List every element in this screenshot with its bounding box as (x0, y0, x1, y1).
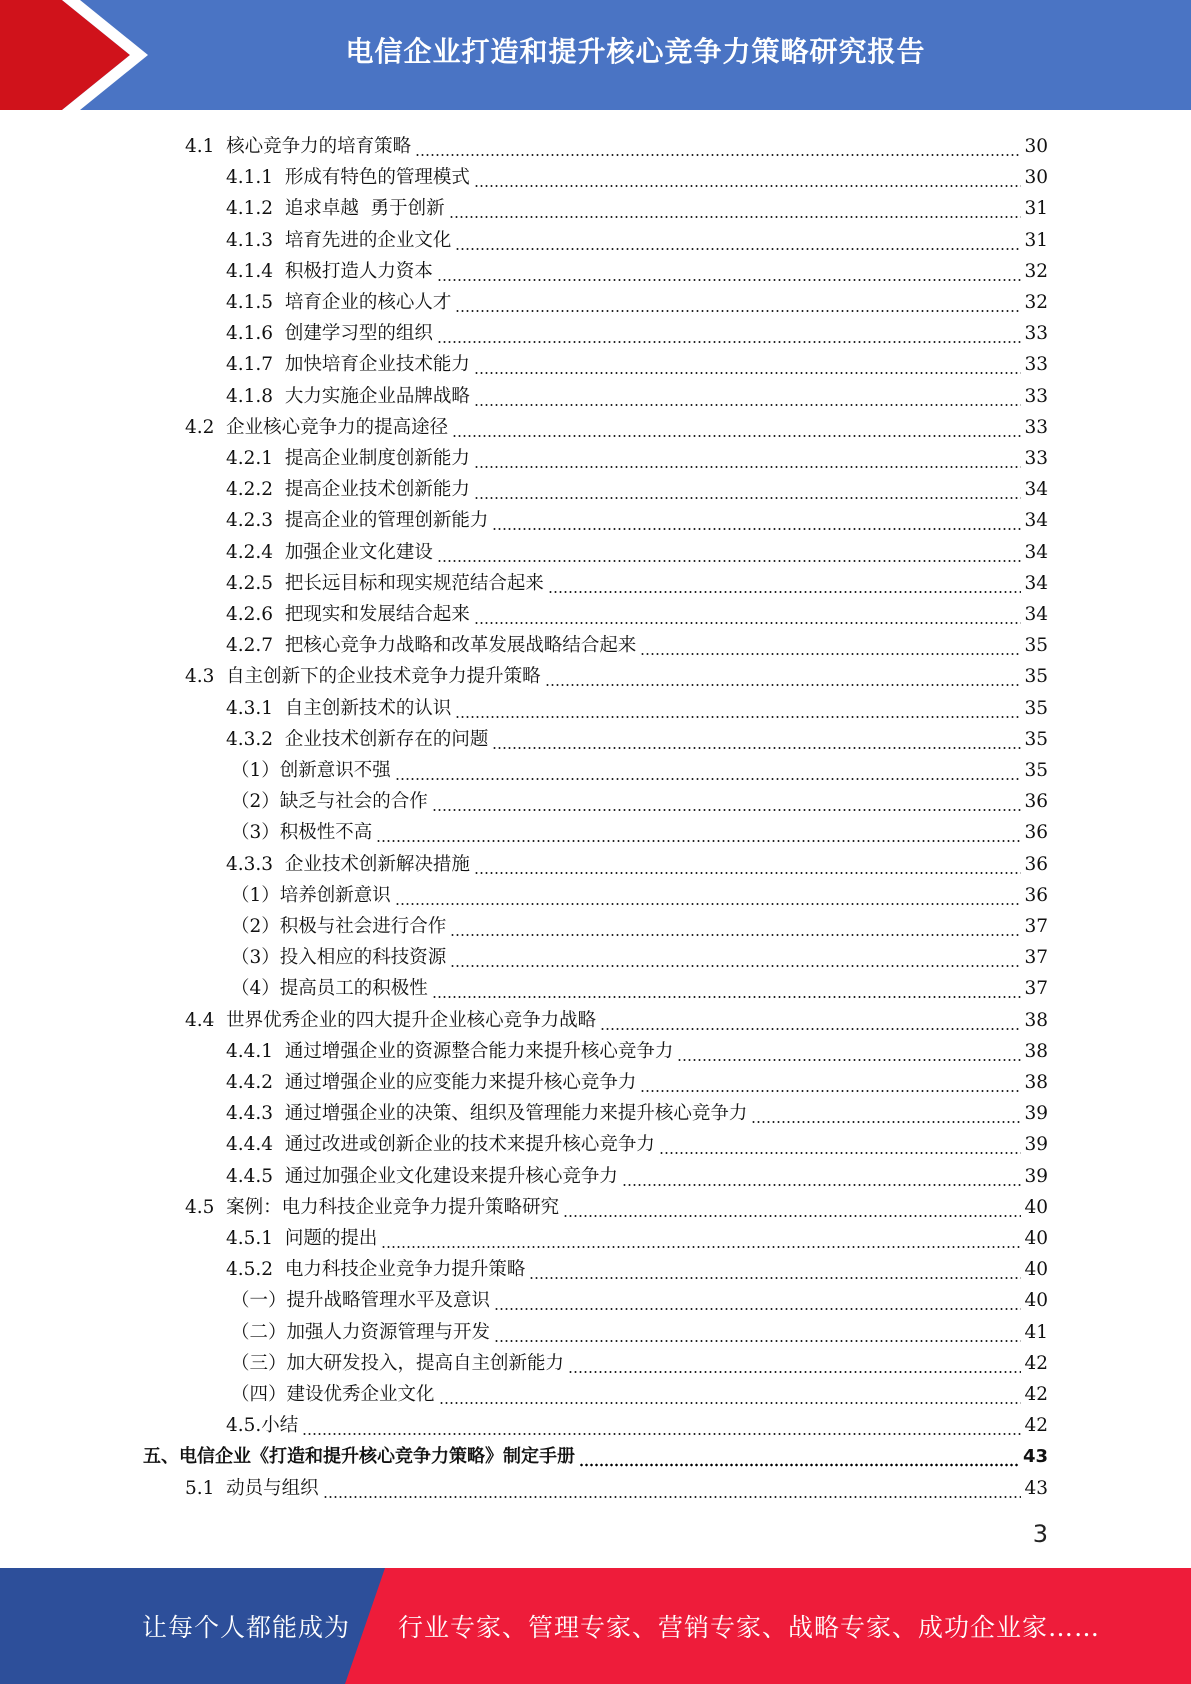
toc-entry[interactable] (226, 440, 1048, 470)
toc-dot-leader (474, 479, 1022, 501)
toc-entry-label: 5.1 动员与组织 (185, 1477, 319, 1499)
toc-entry[interactable] (226, 1064, 1048, 1094)
toc-entry[interactable] (231, 752, 1048, 782)
toc-dot-leader (395, 760, 1022, 782)
toc-entry[interactable] (231, 970, 1048, 1000)
toc-entry-label: 4.4.1 通过增强企业的资源整合能力来提升核心竞争力 (226, 1040, 674, 1062)
toc-entry-label: 4.5.2 电力科技企业竞争力提升策略 (226, 1259, 526, 1281)
toc-entry-label: 4.3.1 自主创新技术的认识 (226, 697, 452, 719)
toc-entry[interactable] (231, 1345, 1048, 1375)
toc-entry-label: 4.1.2 追求卓越 勇于创新 (226, 198, 445, 220)
toc-entry[interactable] (185, 409, 1048, 439)
toc-entry[interactable] (185, 1189, 1048, 1219)
toc-entry-page: 35 (1024, 760, 1048, 781)
toc-entry-page: 40 (1024, 1196, 1048, 1218)
toc-dot-leader (529, 1259, 1021, 1281)
header-chevron-decoration (0, 0, 160, 110)
toc-entry-page: 34 (1024, 604, 1048, 625)
toc-entry-page: 31 (1024, 198, 1048, 220)
toc-dot-leader (474, 854, 1022, 876)
toc-entry-page: 40 (1024, 1228, 1048, 1249)
toc-entry[interactable] (226, 596, 1048, 626)
toc-entry[interactable] (231, 939, 1048, 969)
toc-dot-leader (455, 230, 1021, 252)
toc-entry[interactable] (226, 1407, 1048, 1437)
toc-entry-page: 39 (1024, 1103, 1048, 1125)
toc-dot-leader (376, 822, 1021, 844)
toc-entry-page: 33 (1024, 354, 1048, 376)
toc-dot-leader (432, 978, 1022, 1000)
toc-entry[interactable] (226, 253, 1048, 283)
toc-entry-page: 37 (1024, 978, 1048, 1000)
toc-dot-leader (455, 292, 1021, 314)
toc-dot-leader (563, 1197, 1021, 1219)
toc-entry[interactable] (185, 658, 1048, 688)
toc-entry-label: 4.5.小结 (226, 1415, 299, 1437)
toc-dot-leader (450, 916, 1021, 938)
toc-entry-label: 4.4.4 通过改进或创新企业的技术来提升核心竞争力 (226, 1134, 655, 1156)
toc-entry-page: 41 (1024, 1321, 1048, 1343)
toc-entry-page: 40 (1024, 1259, 1048, 1281)
toc-dot-leader (323, 1478, 1022, 1500)
toc-dot-leader (492, 729, 1021, 751)
toc-entry-page: 32 (1024, 260, 1048, 282)
toc-dot-leader (548, 573, 1022, 595)
toc-entry-label: （3）投入相应的科技资源 (231, 947, 447, 969)
toc-entry[interactable] (226, 346, 1048, 376)
toc-entry-page: 35 (1024, 697, 1048, 719)
toc-dot-leader (600, 1010, 1021, 1032)
toc-entry-label: 4.2.4 加强企业文化建设 (226, 541, 433, 563)
toc-entry[interactable] (231, 908, 1048, 938)
toc-dot-leader (474, 604, 1022, 626)
toc-entry-label: 4.1.3 培育先进的企业文化 (226, 229, 452, 251)
toc-entry-page: 38 (1024, 1040, 1048, 1062)
toc-dot-leader (545, 666, 1022, 688)
toc-entry[interactable] (226, 565, 1048, 595)
toc-entry-label: 4.5 案例：电力科技企业竞争力提升策略研究 (185, 1196, 560, 1218)
toc-entry[interactable] (226, 1158, 1048, 1188)
toc-entry-label: （2）积极与社会进行合作 (231, 916, 447, 937)
toc-dot-leader (474, 448, 1022, 470)
page-footer (0, 1568, 1191, 1684)
toc-entry[interactable] (226, 284, 1048, 314)
toc-entry-label: 4.2.7 把核心竞争力战略和改革发展战略结合起来 (226, 635, 637, 657)
toc-entry-label: 4.4 世界优秀企业的四大提升企业核心竞争力战略 (185, 1009, 597, 1031)
toc-dot-leader (494, 1290, 1021, 1312)
toc-entry-page: 37 (1024, 916, 1048, 937)
toc-entry-page: 30 (1024, 136, 1048, 157)
toc-entry-label: 4.2.2 提高企业技术创新能力 (226, 479, 470, 501)
toc-entry-label: 4.2.5 把长远目标和现实规范结合起来 (226, 572, 544, 594)
toc-entry[interactable] (231, 783, 1048, 813)
toc-dot-leader (302, 1415, 1021, 1437)
toc-entry-page: 42 (1024, 1415, 1048, 1437)
footer-slogan-right: 行业专家、管理专家、营销专家、战略专家、成功企业家…… (398, 1613, 1101, 1642)
toc-dot-leader (395, 885, 1022, 907)
toc-dot-leader (659, 1134, 1022, 1156)
toc-entry-page: 37 (1024, 947, 1048, 969)
toc-entry-label: 4.2 企业核心竞争力的提高途径 (185, 416, 449, 438)
toc-entry-label: 4.3 自主创新下的企业技术竞争力提升策略 (185, 666, 541, 688)
toc-entry-page: 42 (1024, 1352, 1048, 1374)
toc-entry[interactable] (226, 1126, 1048, 1156)
toc-entry[interactable] (226, 471, 1048, 501)
toc-entry-page: 40 (1024, 1290, 1048, 1312)
toc-entry[interactable] (226, 1220, 1048, 1250)
toc-entry-label: 五、电信企业《打造和提升核心竞争力策略》制定手册 (143, 1446, 575, 1468)
toc-entry[interactable] (226, 1251, 1048, 1281)
toc-entry-page: 36 (1024, 822, 1048, 844)
toc-entry[interactable] (185, 1002, 1048, 1032)
toc-entry-page: 34 (1024, 572, 1048, 594)
toc-entry-label: 4.2.3 提高企业的管理创新能力 (226, 510, 489, 532)
toc-entry[interactable] (185, 1470, 1048, 1500)
toc-entry-page: 33 (1024, 385, 1048, 407)
toc-entry-page: 32 (1024, 292, 1048, 313)
toc-entry[interactable] (226, 1095, 1048, 1125)
toc-entry-page: 34 (1024, 510, 1048, 532)
toc-dot-leader (677, 1041, 1021, 1063)
toc-entry[interactable] (231, 1314, 1048, 1344)
toc-dot-leader (474, 354, 1022, 376)
toc-entry[interactable] (226, 315, 1048, 345)
toc-entry-label: （一）提升战略管理水平及意识 (231, 1290, 491, 1312)
toc-entry-label: （4）提高员工的积极性 (231, 978, 428, 1000)
toc-entry-label: 4.5.1 问题的提出 (226, 1228, 378, 1249)
toc-entry-label: 4.2.6 把现实和发展结合起来 (226, 604, 470, 625)
page-header (0, 0, 1191, 110)
toc-entry[interactable] (226, 690, 1048, 720)
toc-entry[interactable] (226, 1033, 1048, 1063)
toc-dot-leader (437, 542, 1022, 564)
toc-entry-page: 42 (1024, 1384, 1048, 1405)
toc-dot-leader (494, 1322, 1021, 1344)
header-title: 电信企业打造和提升核心竞争力策略研究报告 (345, 35, 926, 68)
toc-entry-page: 39 (1024, 1134, 1048, 1156)
toc-entry-label: 4.3.2 企业技术创新存在的问题 (226, 728, 489, 750)
page-number: 3 (1032, 1520, 1048, 1548)
toc-entry[interactable] (226, 378, 1048, 408)
toc-dot-leader (568, 1353, 1021, 1375)
toc-entry-page: 33 (1024, 323, 1048, 345)
toc-dot-leader (474, 167, 1022, 189)
toc-entry-label: 4.1.8 大力实施企业品牌战略 (226, 385, 470, 407)
toc-entry[interactable] (231, 1282, 1048, 1312)
toc-entry-page: 36 (1024, 791, 1048, 813)
toc-entry-page: 43 (1024, 1477, 1048, 1499)
toc-dot-leader (449, 198, 1022, 220)
toc-entry-page: 35 (1024, 728, 1048, 750)
toc-dot-leader (492, 510, 1021, 532)
toc-entry[interactable] (226, 627, 1048, 657)
toc-entry[interactable] (185, 128, 1048, 158)
toc-dot-leader (622, 1166, 1022, 1188)
toc-entry-page: 35 (1024, 666, 1048, 688)
toc-entry-label: 4.4.5 通过加强企业文化建设来提升核心竞争力 (226, 1165, 618, 1187)
toc-dot-leader (455, 698, 1021, 720)
toc-dot-leader (415, 136, 1021, 158)
toc-entry-page: 35 (1024, 635, 1048, 657)
toc-entry-label: 4.1.5 培育企业的核心人才 (226, 292, 452, 313)
toc-entry[interactable] (226, 190, 1048, 220)
toc-dot-leader (437, 323, 1022, 345)
toc-dot-leader (432, 791, 1022, 813)
toc-entry-page: 34 (1024, 541, 1048, 563)
toc-entry-label: 4.1.6 创建学习型的组织 (226, 323, 433, 345)
toc-dot-leader (579, 1446, 1020, 1468)
toc-entry[interactable] (143, 1438, 1048, 1468)
toc-entry[interactable] (226, 846, 1048, 876)
toc-dot-leader (437, 261, 1022, 283)
toc-entry-page: 33 (1024, 416, 1048, 438)
toc-entry-page: 33 (1024, 448, 1048, 469)
toc-entry-page: 31 (1024, 229, 1048, 251)
toc-entry-label: 4.2.1 提高企业制度创新能力 (226, 448, 470, 469)
toc-entry-label: （3）积极性不高 (231, 822, 373, 844)
toc-dot-leader (439, 1384, 1022, 1406)
toc-dot-leader (452, 417, 1021, 439)
toc-dot-leader (474, 386, 1022, 408)
toc-entry-label: （二）加强人力资源管理与开发 (231, 1321, 491, 1343)
toc-entry-label: （三）加大研发投入，提高自主创新能力 (231, 1352, 565, 1374)
toc-dot-leader (751, 1103, 1021, 1125)
toc-entry-page: 43 (1022, 1446, 1048, 1468)
toc-entry[interactable] (231, 877, 1048, 907)
toc-entry-page: 30 (1024, 167, 1048, 189)
toc-entry[interactable] (226, 502, 1048, 532)
toc-entry-label: 4.1 核心竞争力的培育策略 (185, 136, 412, 157)
toc-entry[interactable] (226, 222, 1048, 252)
toc-entry-label: 4.1.1 形成有特色的管理模式 (226, 167, 470, 189)
toc-entry[interactable] (226, 159, 1048, 189)
toc-entry-label: 4.1.4 积极打造人力资本 (226, 260, 433, 282)
toc-entry[interactable] (226, 721, 1048, 751)
toc-dot-leader (640, 635, 1021, 657)
toc-entry[interactable] (226, 534, 1048, 564)
toc-entry-label: 4.1.7 加快培育企业技术能力 (226, 354, 470, 376)
toc-entry-label: 4.4.2 通过增强企业的应变能力来提升核心竞争力 (226, 1072, 637, 1093)
toc-entry-page: 34 (1024, 479, 1048, 501)
toc-dot-leader (640, 1072, 1021, 1094)
toc-entry-label: （1）培养创新意识 (231, 884, 391, 906)
toc-dot-leader (450, 947, 1021, 969)
toc-entry-page: 38 (1024, 1009, 1048, 1031)
toc-entry[interactable] (231, 1376, 1048, 1406)
toc-entry-label: 4.4.3 通过增强企业的决策、组织及管理能力来提升核心竞争力 (226, 1103, 748, 1125)
toc-entry-page: 36 (1024, 884, 1048, 906)
toc-entry-label: （2）缺乏与社会的合作 (231, 791, 428, 813)
toc-entry-label: （四）建设优秀企业文化 (231, 1384, 435, 1405)
toc-entry[interactable] (231, 814, 1048, 844)
toc-entry-label: （1）创新意识不强 (231, 760, 391, 781)
toc-entry-label: 4.3.3 企业技术创新解决措施 (226, 853, 470, 875)
toc-entry-page: 39 (1024, 1165, 1048, 1187)
toc-dot-leader (381, 1228, 1021, 1250)
toc-entry-page: 36 (1024, 853, 1048, 875)
footer-slogan-left: 让每个人都能成为 (142, 1613, 351, 1642)
toc-entry-page: 38 (1024, 1072, 1048, 1093)
